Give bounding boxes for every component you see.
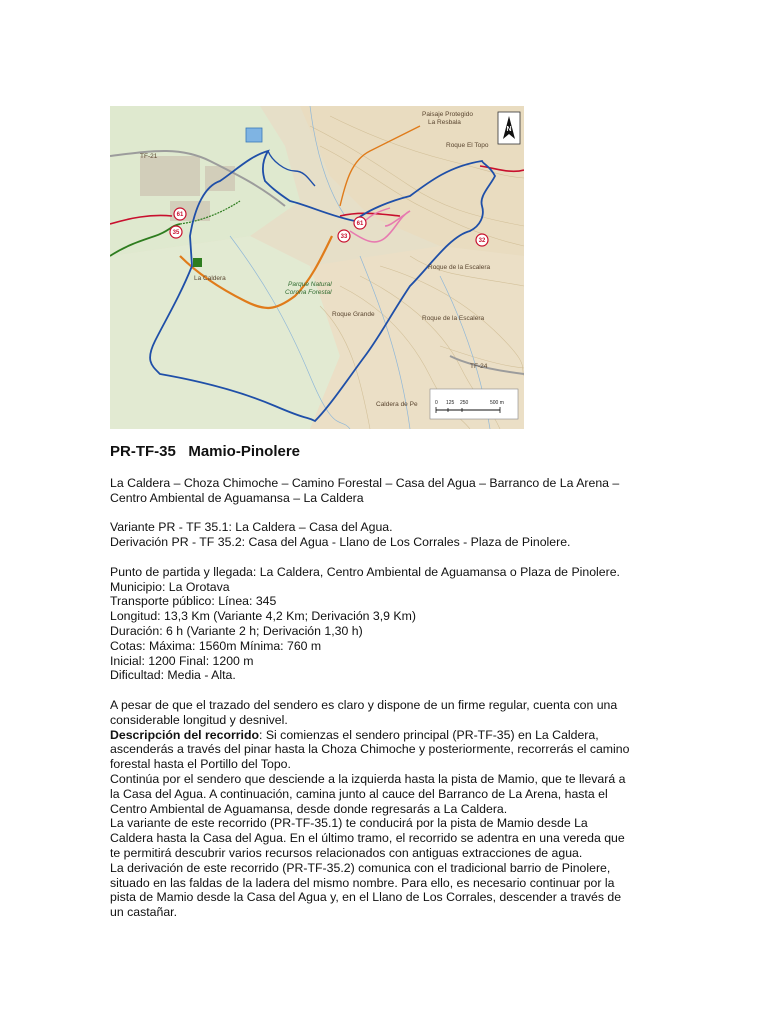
description-line: La derivación de este recorrido (PR-TF-35.2) comunica con el tradicional barrio de Pinolere, xyxy=(110,860,611,875)
description-line: situado en las faldas de la ladera del mismo nombre. Para ello, es necesario continuar por la xyxy=(110,875,615,890)
route-map xyxy=(110,106,524,429)
svg-text:250: 250 xyxy=(460,400,469,406)
info-start-end: Inicial: 1200 Final: 1200 m xyxy=(110,653,254,668)
marker-33: 33 xyxy=(340,234,348,240)
info-duration: Duración: 6 h (Variante 2 h; Derivación 1,30 h) xyxy=(110,623,363,638)
map-label-roque-topo: Roque El Topo xyxy=(446,142,489,149)
route-line: La Caldera – Choza Chimoche – Camino Forestal – Casa del Agua – Barranco de La Arena – xyxy=(110,476,620,490)
svg-text:500 m: 500 m xyxy=(490,400,504,406)
intro-line: considerable longitud y desnivel. xyxy=(110,712,288,727)
info-transport: Transporte público: Línea: 345 xyxy=(110,594,277,609)
info-elevations: Cotas: Máxima: 1560m Mínima: 760 m xyxy=(110,638,322,653)
map-label-park: Parque Natural xyxy=(288,281,332,288)
map-label-roque-grande: Roque Grande xyxy=(332,311,375,318)
description-line: Centro Ambiental de Aguamansa, desde donde regresarás a La Caldera. xyxy=(110,801,508,816)
marker-32: 32 xyxy=(478,238,486,244)
map-label-park-name: Corona Forestal xyxy=(285,289,332,296)
compass-icon xyxy=(498,112,520,144)
map-label-tf24: TF-24 xyxy=(470,363,488,370)
map-label-caldera-pedro: Caldera de Pe xyxy=(376,401,418,408)
info-municipality: Municipio: La Orotava xyxy=(110,579,230,594)
page-title: PR-TF-35 Mamio-Pinolere xyxy=(110,443,301,460)
description-line: te permitirá descubrir varios recursos relacionados con antiguas extracciones de agua. xyxy=(110,845,583,860)
scale-bar xyxy=(430,389,518,419)
marker-35: 35 xyxy=(172,230,180,236)
description-line: un castañar. xyxy=(110,905,177,920)
marker-61-b: 61 xyxy=(356,221,364,227)
map-label-caldera: La Caldera xyxy=(194,275,226,282)
map-label-escalera-1: Roque de la Escalera xyxy=(428,264,491,271)
svg-text:125: 125 xyxy=(446,400,455,406)
description-line: Descripción del recorrido: Si comienzas el sendero principal (PR-TF-35) en La Caldera, xyxy=(110,727,599,742)
marker-61-a: 61 xyxy=(176,212,184,218)
description-line: Caldera hasta la Casa del Agua. En el último tramo, el recorrido se adentra en una vereda que xyxy=(110,831,625,846)
map-label-protected: Paisaje Protegido xyxy=(422,111,473,118)
description-line: pista de Mamio desde la Casa del Agua y, en el Llano de Los Corrales, descender a través de xyxy=(110,890,622,905)
document-body xyxy=(110,476,670,920)
compass-letter: N xyxy=(506,126,512,133)
info-length: Longitud: 13,3 Km (Variante 4,2 Km; Derivación 3,9 Km) xyxy=(110,609,416,624)
route-line: Centro Ambiental de Aguamansa – La Caldera xyxy=(110,490,364,505)
description-line: la Casa del Agua. A continuación, camina junto al cauce del Barranco de La Arena, hasta el xyxy=(110,786,608,801)
svg-text:0: 0 xyxy=(435,400,438,406)
derivation-line: Derivación PR - TF 35.2: Casa del Agua - Llano de Los Corrales - Plaza de Pinolere. xyxy=(110,535,571,550)
map-label-tf21: TF-21 xyxy=(140,153,158,160)
variant-line: Variante PR - TF 35.1: La Caldera – Casa del Agua. xyxy=(110,520,393,535)
map-label-escalera-2: Roque de la Escalera xyxy=(422,315,485,322)
route-map-image xyxy=(110,106,524,429)
description-line: forestal hasta el Portillo del Topo. xyxy=(110,757,291,772)
intro-line: A pesar de que el trazado del sendero es claro y dispone de un firme regular, cuenta con una xyxy=(110,697,618,712)
info-difficulty: Dificultad: Media - Alta. xyxy=(110,668,236,683)
description-line: La variante de este recorrido (PR-TF-35.1) te conducirá por la pista de Mamio desde La xyxy=(110,816,588,831)
description-heading: Descripción del recorrido xyxy=(110,727,259,742)
map-label-resbala: La Resbala xyxy=(428,119,461,126)
description-line: ascenderás a través del pinar hasta la Choza Chimoche y posteriormente, recorrerás el camino xyxy=(110,742,630,757)
refuge-icon xyxy=(193,258,202,267)
description-line: Continúa por el sendero que desciende a la izquierda hasta la pista de Mamio, que te llevará a xyxy=(110,771,626,786)
info-start-point: Punto de partida y llegada: La Caldera, Centro Ambiental de Aguamansa o Plaza de Pinolere. xyxy=(110,564,620,579)
